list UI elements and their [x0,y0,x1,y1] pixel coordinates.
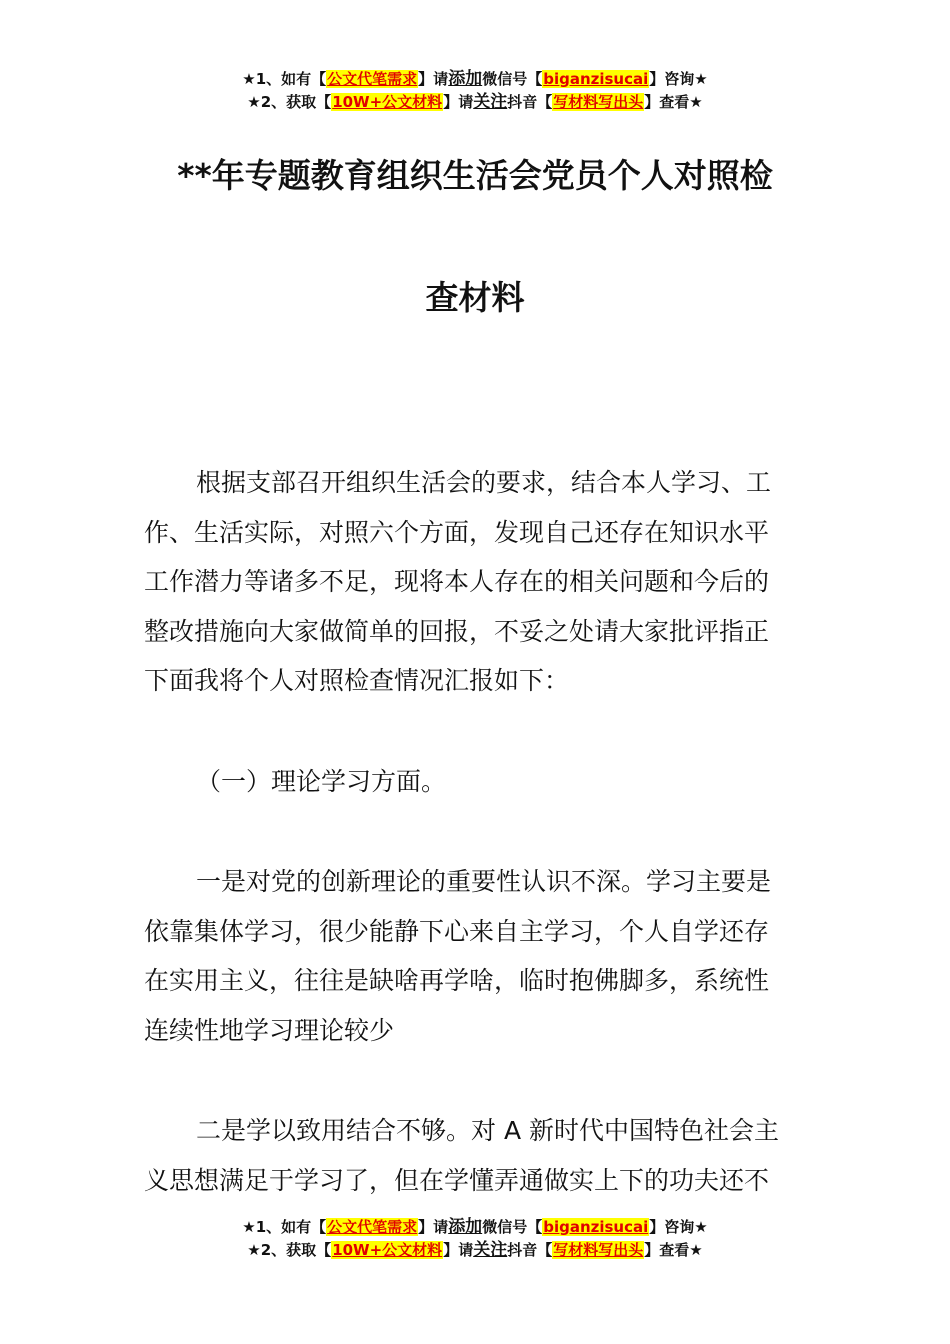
paragraph-line: 二是学以致用结合不够。对 A 新时代中国特色社会主 [196,1116,779,1145]
paragraph-line: 作、生活实际，对照六个方面，发现自己还存在知识水平 [144,517,770,547]
banner-text: 】请 [443,93,474,111]
banner-text: 】请 [443,1241,474,1259]
banner-text: 微信号【 [482,70,543,88]
paragraph-line: 一是对党的创新理论的重要性认识不深。学习主要是 [196,867,772,896]
banner-text: 】咨询★ [649,70,708,88]
paragraph-line: 下面我将个人对照检查情况汇报如下： [144,666,570,695]
highlighted-materials-text: 10W+公文材料 [332,1241,443,1259]
paragraph-line: 在实用主义，往往是缺啥再学啥，临时抱佛脚多，系统性 [144,966,770,995]
banner-text: 】请 [418,70,449,88]
banner-text: ★1、如有【 [242,70,327,88]
point-2-paragraph [144,1106,806,1205]
wechat-id: biganzisucai [543,70,649,88]
banner-text: 】查看★ [644,93,703,111]
intro-paragraph [144,458,806,706]
paragraph-line: 依靠集体学习，很少能静下心来自主学习，个人自学还存 [144,916,770,946]
emphasis-text: 关注 [473,92,508,112]
section-heading-text: （一）理论学习方面。 [196,767,447,796]
banner-text: 抖音【 [507,1241,553,1259]
paragraph-line: 义思想满足于学习了，但在学懂弄通做实上下的功夫还不 [144,1165,770,1195]
douyin-account: 写材料写出头 [553,1241,644,1259]
footer-ad-banner [0,1216,950,1262]
highlighted-service-text: 公文代笔需求 [327,1218,418,1236]
wechat-id: biganzisucai [543,1218,649,1236]
paragraph-line: 整改措施向大家做简单的回报，不妥之处请大家批评指正 [144,616,770,646]
douyin-account: 写材料写出头 [553,93,644,111]
banner-text: 】查看★ [644,1241,703,1259]
document-title-line-2: 查材料 [425,278,525,317]
point-1-paragraph [144,857,806,1055]
emphasis-text: 添加 [448,1217,483,1237]
banner-text: ★2、获取【 [247,93,332,111]
banner-text: 】咨询★ [649,1218,708,1236]
highlighted-service-text: 公文代笔需求 [327,70,418,88]
banner-text: 】请 [418,1218,449,1236]
header-ad-banner [0,68,950,114]
highlighted-materials-text: 10W+公文材料 [332,93,443,111]
banner-text: ★2、获取【 [247,1241,332,1259]
banner-line-2 [0,91,950,114]
document-title-line-1: **年专题教育组织生活会党员个人对照检 [177,156,773,195]
paragraph-line: 工作潜力等诸多不足，现将本人存在的相关问题和今后的 [144,567,770,596]
paragraph-line: 连续性地学习理论较少 [144,1015,395,1045]
emphasis-text: 添加 [448,69,483,89]
section-heading [144,757,806,807]
emphasis-text: 关注 [473,1240,508,1260]
paragraph-line: 根据支部召开组织生活会的要求，结合本人学习、工 [196,468,772,497]
banner-line-1 [0,68,950,91]
banner-text: ★1、如有【 [242,1218,327,1236]
banner-text: 抖音【 [507,93,553,111]
banner-line-2 [0,1239,950,1262]
banner-text: 微信号【 [482,1218,543,1236]
banner-line-1 [0,1216,950,1239]
